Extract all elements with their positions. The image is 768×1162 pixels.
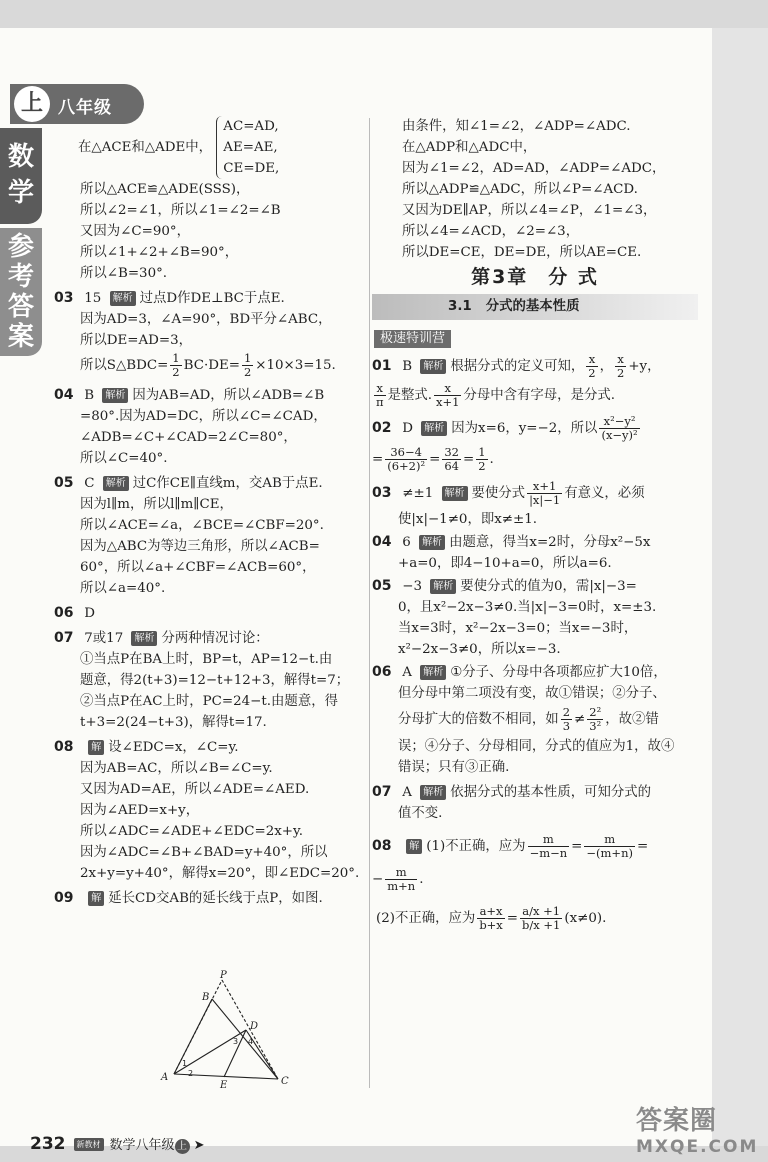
text-line: 值不变. — [398, 806, 443, 821]
answer-08 — [54, 737, 366, 758]
analysis-tag: 解析 — [419, 535, 445, 550]
watermark — [636, 1100, 758, 1157]
answer-value: B — [402, 359, 413, 374]
text-line: 当x=3时，x²−2x−3=0；当x=−3时， — [398, 621, 638, 636]
question-number: 05 — [372, 578, 392, 594]
numerator: x — [586, 353, 597, 367]
text: 在△ACE和△ADE中， — [78, 140, 213, 155]
section-heading — [372, 294, 698, 320]
solution-tag: 解 — [88, 740, 104, 755]
answer-03 — [372, 478, 698, 509]
numerator: 2 — [562, 705, 571, 719]
page-number: 232 — [30, 1134, 66, 1154]
analysis-tag: 解析 — [110, 291, 136, 306]
answer-02 — [372, 413, 698, 444]
denominator: |x|−1 — [529, 493, 561, 507]
text: +y， — [628, 359, 661, 374]
question-number: 08 — [54, 739, 74, 755]
text-line: +a=0，即4−10+a=0，所以a=6. — [398, 556, 612, 571]
answer-07 — [372, 782, 698, 803]
text-line: 所以∠2=∠1，所以∠1=∠2=∠B — [80, 203, 281, 218]
answers-tab — [0, 228, 42, 356]
watermark-url: MXQE.COM — [636, 1137, 759, 1157]
numerator: a/x +1 — [520, 905, 562, 919]
text: 分两种情况讨论： — [161, 631, 269, 646]
text: 过C作CE∥直线m，交AB于点E. — [132, 476, 323, 491]
right-column — [372, 116, 698, 941]
fraction — [615, 353, 626, 380]
fraction — [374, 382, 386, 409]
numerator: x²−y² — [599, 415, 639, 429]
text: 因为AB=AD，所以∠ADB=∠B — [132, 388, 325, 403]
volume-circle-icon: 上 — [175, 1139, 190, 1154]
text: = — [429, 452, 441, 467]
volume-circle: 上 — [14, 86, 50, 122]
subject-char-1: 数 — [7, 142, 34, 172]
fraction — [599, 415, 639, 442]
text: . — [489, 452, 494, 467]
label-d: D — [250, 1021, 259, 1032]
text-line: 2x+y=y+40°，解得x=20°，即∠EDC=20°. — [80, 866, 360, 881]
answers-char-4: 案 — [7, 322, 34, 352]
text: − — [372, 872, 384, 887]
text: = — [636, 839, 649, 854]
text-line: 错误；只有③正确. — [398, 760, 510, 775]
text: ×10×3=15. — [255, 358, 336, 373]
text-line: 误；④分子、分母相同，分式的值应为1，故④ — [398, 739, 675, 754]
segment-bc — [212, 999, 278, 1079]
answer-01: 01 B 解析 根据分式的定义可知， $\frac{x}{2}$ ， $\frac{x}{2}$ +y， — [372, 352, 661, 380]
condition-3: CE=DE, — [223, 161, 280, 176]
fraction — [476, 446, 487, 473]
answer-04 — [54, 385, 366, 406]
text-line: 因为△ABC为等边三角形，所以∠ACB= — [80, 539, 320, 554]
text-line: 60°，所以∠a+∠CBF=∠ACB=60°， — [80, 560, 316, 575]
analysis-tag: 解析 — [421, 421, 447, 436]
denominator: 3 — [562, 719, 571, 733]
text: 根据分式的定义可知， — [450, 359, 585, 374]
condition-2: AE=AE, — [223, 140, 278, 155]
question-number: 04 — [372, 534, 392, 550]
text: 依据分式的基本性质，可知分式的 — [450, 785, 652, 800]
solution-tag: 解 — [88, 891, 104, 906]
denominator: 2 — [617, 366, 625, 380]
fraction — [586, 353, 597, 380]
answer-value: A — [402, 785, 412, 800]
text-line: 题意，得2(t+3)=12−t+12+3，解得t=7； — [80, 673, 350, 688]
text: ①分子、分母中各项都应扩大10倍， — [450, 665, 667, 680]
text-line: 所以DE=CE，DE=DE，所以AE=CE. — [402, 245, 642, 260]
analysis-tag: 解析 — [442, 486, 468, 501]
text: ，故②错 — [605, 712, 659, 727]
analysis-tag: 解析 — [420, 785, 446, 800]
question-number: 03 — [372, 485, 392, 501]
question-number: 08 — [372, 838, 392, 854]
text-line: 由条件，知∠1=∠2，∠ADP=∠ADC. — [402, 119, 631, 134]
publisher-logo: 新教材 — [74, 1138, 104, 1151]
text-line: 在△ADP和△ADC中， — [402, 140, 537, 155]
page-edge — [712, 28, 768, 1146]
answer-03 — [54, 288, 366, 309]
page-footer — [30, 1134, 205, 1154]
question-number: 06 — [54, 605, 74, 621]
text-line: 所以∠B=30°. — [80, 266, 168, 281]
denominator: 2 — [172, 365, 180, 379]
angle-3: 3 — [233, 1037, 239, 1046]
denominator: (6+2)² — [387, 459, 426, 473]
answer-value: D — [84, 606, 96, 621]
text: (2)不正确，应为 — [376, 911, 476, 926]
answer-05 — [372, 576, 698, 597]
numerator: 1 — [243, 351, 252, 365]
question-number: 01 — [372, 358, 392, 374]
denominator: 2 — [478, 459, 486, 473]
numerator: 1 — [172, 351, 180, 365]
denominator: m+n — [387, 879, 416, 893]
text-line: 所以△ADP≌△ADC，所以∠P=∠ACD. — [402, 182, 638, 197]
arrow-icon: ➤ — [193, 1138, 205, 1153]
question-number: 02 — [372, 420, 392, 436]
text-line: ①当点P在BA上时，BP=t，AP=12−t.由 — [80, 652, 333, 667]
fraction — [520, 905, 562, 932]
text: 所以S△BDC= — [80, 358, 169, 373]
analysis-tag: 解析 — [103, 476, 129, 491]
grade-label: 八年级 — [58, 98, 112, 118]
watermark-logo: 答案圈 — [636, 1106, 718, 1136]
question-number: 07 — [54, 630, 74, 646]
condition-system — [216, 116, 279, 179]
text-line: 又因为∠C=90°， — [80, 224, 190, 239]
numerator: x — [374, 382, 386, 396]
section-number: 3.1 — [448, 299, 472, 314]
question-number: 07 — [372, 784, 392, 800]
text-line: 所以∠4=∠ACD，∠2=∠3， — [402, 224, 580, 239]
answers-char-2: 考 — [7, 262, 34, 292]
question-number: 06 — [372, 664, 392, 680]
text-line: 所以∠ACE=∠a，∠BCE=∠CBF=20°. — [80, 518, 324, 533]
text: = — [571, 839, 583, 854]
answer-value: D — [402, 421, 414, 436]
text-line: ∠ADB=∠C+∠CAD=2∠C=80°， — [80, 430, 297, 445]
text: (x≠0). — [564, 911, 607, 926]
text: 因为x=6，y=−2，所以 — [451, 421, 598, 436]
answers-char-1: 参 — [7, 232, 34, 262]
text-line: 因为∠AED=x+y， — [80, 803, 200, 818]
text: (1)不正确，应为 — [426, 839, 526, 854]
answer-value: 7或17 — [84, 631, 124, 646]
fraction — [584, 833, 635, 860]
text: 是整式. — [387, 388, 432, 403]
label-b: B — [202, 992, 210, 1003]
answer-04 — [372, 532, 698, 553]
question-number: 04 — [54, 387, 74, 403]
triangle-figure — [150, 970, 300, 1091]
text-line: 但分母中第二项没有变，故①错误；②分子、 — [398, 686, 666, 701]
text: = — [462, 452, 475, 467]
denominator: −m−n — [529, 846, 568, 860]
book-title: 数学八年级 — [109, 1138, 175, 1153]
denominator: (x−y)² — [601, 428, 638, 442]
text-line: ②当点P在AC上时，PC=24−t.由题意，得 — [80, 694, 338, 709]
answer-08-cont — [372, 863, 698, 897]
text-line: 又因为DE∥AP，所以∠4=∠P，∠1=∠3， — [402, 203, 657, 218]
answer-05 — [54, 473, 366, 494]
denominator: −(m+n) — [586, 846, 633, 860]
angle-2: 2 — [188, 1069, 194, 1078]
answer-06-frac-line — [372, 704, 698, 736]
numerator: x — [615, 353, 626, 367]
answer-07 — [54, 628, 366, 649]
answer-value: A — [402, 665, 412, 680]
answer-value: 15 — [84, 291, 102, 306]
denominator: 2 — [588, 366, 596, 380]
text-line: 所以∠1+∠2+∠B=90°， — [80, 245, 239, 260]
text-line: 0，且x²−2x−3≠0.当|x|−3=0时，x=±3. — [398, 600, 657, 615]
denominator: 3² — [589, 719, 602, 733]
text-line: 所以∠C=40°. — [80, 451, 168, 466]
text: 有意义，必须 — [564, 486, 645, 501]
text: 要使分式 — [471, 486, 526, 501]
label-a: A — [161, 1072, 169, 1083]
question-number: 09 — [54, 890, 74, 906]
text: = — [372, 452, 384, 467]
question-number: 03 — [54, 290, 74, 306]
fraction — [561, 706, 572, 733]
text: = — [506, 911, 519, 926]
answer-09 — [54, 888, 366, 909]
chapter-title — [372, 267, 698, 288]
text: 要使分式的值为0，需|x|−3= — [460, 579, 637, 594]
numerator: 2² — [589, 705, 602, 719]
condition-1: AC=AD, — [223, 119, 279, 134]
answer-value: −3 — [402, 579, 423, 594]
text: 延长CD交AB的延长线于点P，如图. — [108, 891, 323, 906]
answer-value: C — [84, 476, 95, 491]
text-line: 因为∠1=∠2，AD=AD，∠ADP=∠ADC， — [402, 161, 666, 176]
numerator: 1 — [478, 445, 486, 459]
analysis-tag: 解析 — [131, 631, 157, 646]
numerator: m — [528, 833, 570, 847]
text: 分母扩大的倍数不相同，如 — [398, 712, 559, 727]
denominator: b+x — [479, 918, 503, 932]
text: BC·DE= — [183, 358, 240, 373]
text-line: 因为AD=3，∠A=90°，BD平分∠ABC， — [80, 312, 332, 327]
answer-value: ≠±1 — [402, 486, 434, 501]
fraction — [477, 905, 504, 932]
fraction — [587, 706, 603, 733]
answer-01-cont — [372, 381, 698, 411]
denominator: 2 — [243, 365, 252, 379]
text: 分母中含有字母，是分式. — [463, 388, 616, 403]
answer-08-part2 — [372, 897, 698, 941]
text: ≠ — [574, 712, 586, 727]
numerator: 36−4 — [385, 446, 427, 460]
answer-02-cont — [372, 444, 698, 476]
analysis-tag: 解析 — [420, 665, 446, 680]
numerator: x+1 — [527, 480, 562, 494]
question-number: 05 — [54, 475, 74, 491]
fraction — [528, 833, 570, 860]
denominator: x+1 — [436, 395, 460, 409]
text-line: 所以∠a=40°. — [80, 581, 166, 596]
text-line: 所以∠ADC=∠ADE+∠EDC=2x+y. — [80, 824, 304, 839]
answer-06 — [372, 662, 698, 683]
fraction — [170, 352, 181, 379]
numerator: x — [434, 382, 461, 396]
practice-heading: 极速特训营 — [374, 330, 451, 348]
denominator: 64 — [444, 459, 459, 473]
label-c: C — [281, 1076, 289, 1087]
text-line: =80°.因为AD=DC，所以∠C=∠CAD， — [80, 409, 327, 424]
text: 设∠EDC=x，∠C=y. — [108, 740, 239, 755]
denominator: π — [376, 395, 384, 409]
analysis-tag: 解析 — [420, 359, 446, 374]
left-column — [54, 116, 366, 909]
analysis-tag: 解析 — [102, 388, 128, 403]
angle-4: 4 — [248, 1037, 254, 1046]
label-e: E — [220, 1080, 228, 1091]
fraction — [242, 352, 253, 379]
text-line: 因为l∥m，所以l∥m∥CE， — [80, 497, 233, 512]
numerator: m — [584, 833, 635, 847]
answers-char-3: 答 — [7, 292, 34, 322]
subject-char-2: 学 — [7, 178, 34, 208]
text-line: 又因为AD=AE，所以∠ADE=∠AED. — [80, 782, 310, 797]
text-line: x²−2x−3≠0，所以x=−3. — [398, 642, 561, 657]
numerator: m — [385, 866, 417, 880]
text-line: 因为AB=AC，所以∠B=∠C=y. — [80, 761, 273, 776]
chapter-number: 第3章 — [471, 266, 529, 288]
text: 由题意，得当x=2时，分母x²−5x — [449, 535, 651, 550]
area-formula — [54, 351, 366, 381]
fraction — [385, 446, 427, 473]
text-line: t+3=2(24−t+3)，解得t=17. — [80, 715, 267, 730]
denominator: b/x +1 — [522, 918, 561, 932]
text-line: 因为∠ADC=∠B+∠BAD=y+40°，所以 — [80, 845, 328, 860]
analysis-tag: 解析 — [430, 579, 456, 594]
chapter-name: 分 式 — [548, 266, 599, 288]
answer-value: 6 — [402, 535, 411, 550]
answer-06 — [54, 603, 366, 624]
subject-tab — [0, 128, 42, 224]
column-divider — [369, 118, 370, 1088]
section-title: 分式的基本性质 — [485, 299, 580, 314]
fraction — [442, 446, 461, 473]
numerator: a+x — [477, 905, 504, 919]
label-p: P — [220, 970, 227, 981]
text-line: 所以△ACE≌△ADE(SSS)， — [80, 182, 250, 197]
angle-1: 1 — [182, 1059, 188, 1068]
text: . — [419, 872, 424, 887]
text-line: 所以DE=AD=3， — [80, 333, 193, 348]
numerator: 32 — [444, 445, 459, 459]
congruence-intro — [78, 116, 366, 179]
fraction — [385, 866, 417, 893]
solution-tag: 解 — [406, 839, 422, 854]
fraction — [527, 480, 562, 507]
text: 过点D作DE⊥BC于点E. — [139, 291, 285, 306]
answer-08 — [372, 830, 698, 863]
answer-value: B — [84, 388, 95, 403]
fraction — [434, 382, 461, 409]
text-line: 使|x|−1≠0，即x≠±1. — [398, 512, 537, 527]
